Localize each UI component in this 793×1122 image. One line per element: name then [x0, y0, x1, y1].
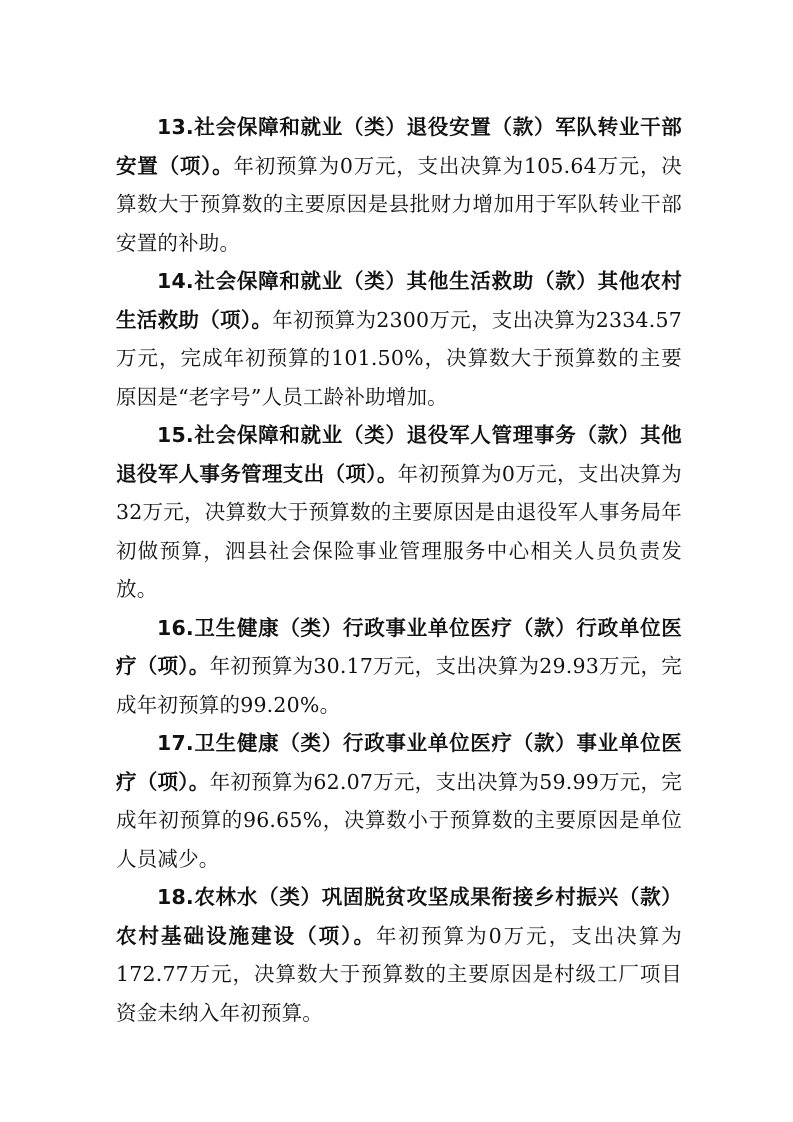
item-body: 年初预算为2300万元，支出决算为2334.57万元，完成年初预算的101.50%，决算数大于预算数的主要原因是“老字号”人员工龄补助增加。: [116, 307, 682, 409]
paragraph-item-13: [116, 108, 682, 262]
item-body: 年初预算为62.07万元，支出决算为59.99万元，完成年初预算的96.65%，决算数小于预算数的主要原因是单位人员减少。: [116, 769, 683, 871]
item-heading: 18.农林水（类）巩固脱贫攻坚成果衔接乡村振兴（款）农村基础设施建设（项）。: [116, 885, 682, 948]
item-body: 年初预算为30.17万元，支出决算为29.93万元，完成年初预算的99.20%。: [116, 654, 683, 717]
paragraph-item-14: [116, 262, 682, 416]
item-heading: 17.卫生健康（类）行政事业单位医疗（款）事业单位医疗（项）。: [116, 731, 682, 794]
item-heading: 15.社会保障和就业（类）退役军人管理事务（款）其他退役军人事务管理支出（项）。: [116, 423, 682, 486]
item-heading: 13.社会保障和就业（类）退役安置（款）军队转业干部安置（项）。: [116, 115, 682, 178]
paragraph-item-15: [116, 416, 682, 609]
item-heading: 14.社会保障和就业（类）其他生活救助（款）其他农村生活救助（项）。: [116, 269, 682, 332]
paragraph-item-16: [116, 609, 682, 725]
item-heading: 16.卫生健康（类）行政事业单位医疗（款）行政单位医疗（项）。: [116, 615, 682, 678]
paragraph-item-18: [116, 878, 682, 1032]
item-body: 年初预算为0万元，支出决算为32万元，决算数大于预算数的主要原因是由退役军人事务局年初做预算，泗县社会保险事业管理服务中心相关人员负责发放。: [116, 461, 682, 601]
document-body: [116, 108, 682, 1032]
item-body: 年初预算为0万元，支出决算为172.77万元，决算数大于预算数的主要原因是村级工厂项目资金未纳入年初预算。: [116, 923, 683, 1025]
item-body: 年初预算为0万元，支出决算为105.64万元，决算数大于预算数的主要原因是县批财力增加用于军队转业干部安置的补助。: [116, 153, 683, 255]
paragraph-item-17: [116, 724, 682, 878]
